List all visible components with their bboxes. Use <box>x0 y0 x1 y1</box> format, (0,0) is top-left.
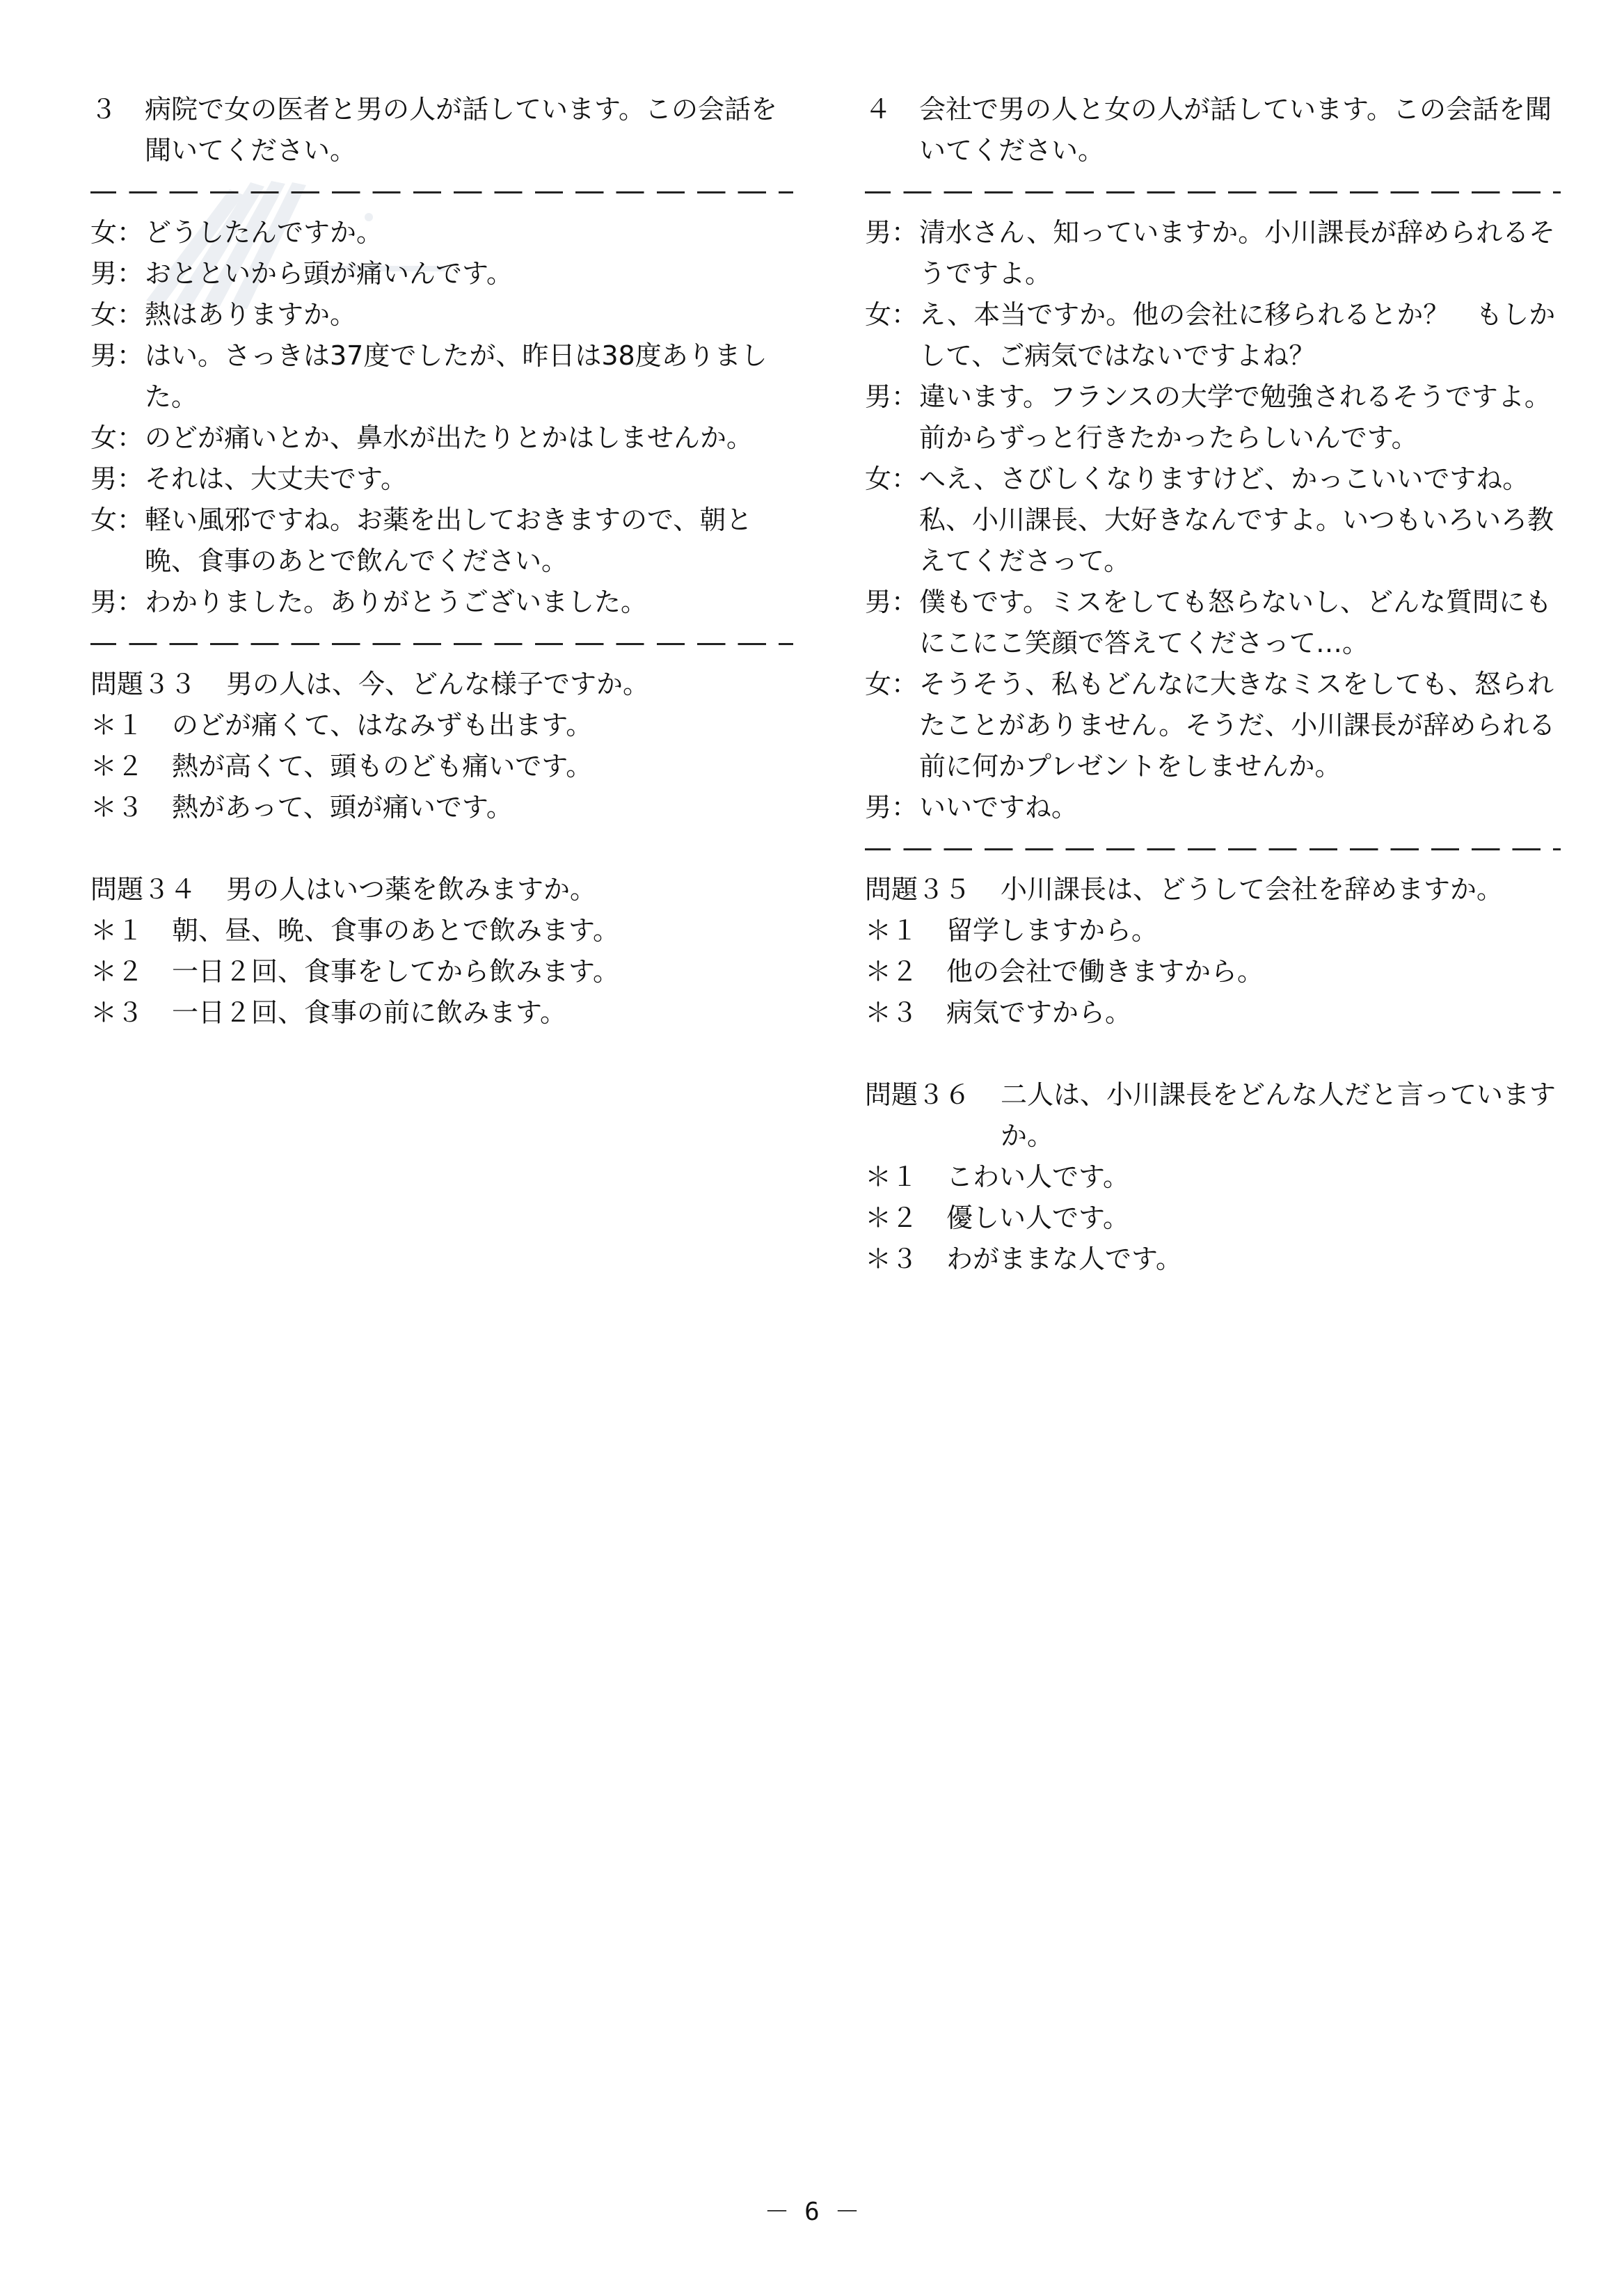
dialog-line <box>90 253 793 294</box>
answer-option <box>90 787 793 828</box>
utterance: おとといから頭が痛いんです。 <box>145 258 513 289</box>
speaker: 女： <box>90 422 144 453</box>
utterance: はい。さっきは37度でしたが、昨日は38度ありました。 <box>145 340 767 412</box>
option-number: ＊１ <box>865 915 918 946</box>
utterance: 僕もです。ミスをしても怒らないし、どんな質問にもにこにこ笑顔で答えてくださって…。 <box>919 587 1552 658</box>
option-text: 他の会社で働きますから。 <box>946 956 1264 987</box>
option-number: ＊２ <box>865 1203 918 1233</box>
option-text: 病気ですから。 <box>946 997 1132 1028</box>
speaker: 女： <box>865 463 918 494</box>
page-number: － 6 － <box>764 2198 860 2226</box>
dialog-block <box>90 212 793 623</box>
option-number: ＊３ <box>90 997 144 1028</box>
utterance: わかりました。ありがとうございました。 <box>145 587 648 617</box>
intro-3 <box>90 89 793 171</box>
option-text: 留学しますから。 <box>946 915 1159 946</box>
answer-option <box>90 746 793 787</box>
question-text: 男の人は、今、どんな様子ですか。 <box>226 669 650 699</box>
dialog-line <box>90 335 793 418</box>
intro-text: 会社で男の人と女の人が話しています。この会話を聞いてください。 <box>919 94 1552 166</box>
dialog-line <box>865 787 1561 828</box>
utterance: 清水さん、知っていますか。小川課長が辞められるそうですよ。 <box>919 217 1556 289</box>
speaker: 女： <box>865 669 918 699</box>
option-text: 優しい人です。 <box>946 1203 1129 1233</box>
speaker: 男： <box>865 381 918 412</box>
utterance: そうそう、私もどんなに大きなミスをしても、怒られたことがありません。そうだ、小川課長が辞められる前に何かプレゼントをしませんか。 <box>919 669 1556 781</box>
answer-option <box>90 992 793 1033</box>
utterance: いいですね。 <box>919 792 1078 823</box>
option-number: ＊２ <box>90 751 144 781</box>
option-number: ＊３ <box>90 792 144 823</box>
option-text: わがままな人です。 <box>946 1244 1182 1274</box>
question-text: 二人は、小川課長をどんな人だと言っていますか。 <box>1001 1079 1557 1151</box>
dialog-line <box>90 294 793 335</box>
question-number: 問題３５ <box>865 874 971 905</box>
answer-option <box>865 992 1561 1033</box>
option-text: 熱が高くて、頭ものども痛いです。 <box>172 751 593 781</box>
question-34 <box>90 869 793 910</box>
option-text: 朝、昼、晩、食事のあとで飲みます。 <box>172 915 619 946</box>
utterance: へえ、さびしくなりますけど、かっこいいですね。私、小川課長、大好きなんですよ。いつもいろいろ教えてくださって。 <box>919 463 1554 576</box>
option-number: ＊１ <box>90 710 144 740</box>
speaker: 男： <box>90 463 144 494</box>
dialog-line <box>865 459 1561 582</box>
answer-option <box>90 951 793 992</box>
intro-number: ４ <box>865 94 892 125</box>
dialog-line <box>90 418 793 459</box>
dialog-line <box>90 500 793 582</box>
question-36 <box>865 1074 1561 1157</box>
right-column <box>865 89 1561 1280</box>
speaker: 女： <box>90 505 144 535</box>
dialog-line <box>865 582 1561 664</box>
speaker: 男： <box>90 340 144 371</box>
option-number: ＊２ <box>865 956 918 987</box>
utterance: のどが痛いとか、鼻水が出たりとかはしませんか。 <box>145 422 754 453</box>
option-number: ＊２ <box>90 956 144 987</box>
speaker: 男： <box>90 587 144 617</box>
speaker: 男： <box>865 587 918 617</box>
dialog-line <box>865 294 1561 376</box>
answer-option <box>865 910 1561 951</box>
intro-number: ３ <box>90 94 118 125</box>
speaker: 女： <box>90 217 144 248</box>
option-text: こわい人です。 <box>946 1161 1129 1192</box>
answer-option <box>865 951 1561 992</box>
option-text: 一日２回、食事をしてから飲みます。 <box>172 956 619 987</box>
left-column <box>90 89 793 1033</box>
option-text: のどが痛くて、はなみずも出ます。 <box>172 710 593 740</box>
speaker: 男： <box>90 258 144 289</box>
separator-bottom <box>865 828 1561 869</box>
speaker: 男： <box>865 217 918 248</box>
utterance: え、本当ですか。他の会社に移られるとか？ もしかして、ご病気ではないですよね？ <box>919 299 1556 371</box>
separator-top <box>865 171 1561 212</box>
separator-bottom <box>90 623 793 664</box>
question-number: 問題３６ <box>865 1079 971 1110</box>
question-33 <box>90 664 793 705</box>
speaker: 男： <box>865 792 918 823</box>
option-number: ＊３ <box>865 1244 918 1274</box>
intro-text: 病院で女の医者と男の人が話しています。この会話を聞いてください。 <box>145 94 777 166</box>
answer-option <box>865 1198 1561 1239</box>
dialog-line <box>90 459 793 500</box>
dialog-line <box>865 212 1561 294</box>
answer-option <box>90 705 793 746</box>
option-number: ＊３ <box>865 997 918 1028</box>
utterance: 軽い風邪ですね。お薬を出しておきますので、朝と晩、食事のあとで飲んでください。 <box>145 505 753 576</box>
question-35 <box>865 869 1561 910</box>
question-number: 問題３４ <box>90 874 197 905</box>
dialog-line <box>90 582 793 623</box>
question-number: 問題３３ <box>90 669 197 699</box>
dialog-block <box>865 212 1561 828</box>
speaker: 女： <box>90 299 144 330</box>
intro-4 <box>865 89 1561 171</box>
option-text: 一日２回、食事の前に飲みます。 <box>172 997 566 1028</box>
answer-option <box>865 1239 1561 1280</box>
dialog-line <box>865 664 1561 787</box>
utterance: それは、大丈夫です。 <box>145 463 407 494</box>
dialog-line <box>865 376 1561 459</box>
utterance: 熱はありますか。 <box>145 299 357 330</box>
question-text: 男の人はいつ薬を飲みますか。 <box>226 874 597 905</box>
answer-option <box>90 910 793 951</box>
option-text: 熱があって、頭が痛いです。 <box>172 792 513 823</box>
option-number: ＊１ <box>90 915 144 946</box>
utterance: どうしたんですか。 <box>145 217 383 248</box>
option-number: ＊１ <box>865 1161 918 1192</box>
dialog-line <box>90 212 793 253</box>
separator-top <box>90 171 793 212</box>
utterance: 違います。フランスの大学で勉強されるそうですよ。前からずっと行きたかったらしいんです。 <box>919 381 1551 453</box>
answer-option <box>865 1157 1561 1198</box>
question-text: 小川課長は、どうして会社を辞めますか。 <box>1001 874 1504 905</box>
speaker: 女： <box>865 299 918 330</box>
